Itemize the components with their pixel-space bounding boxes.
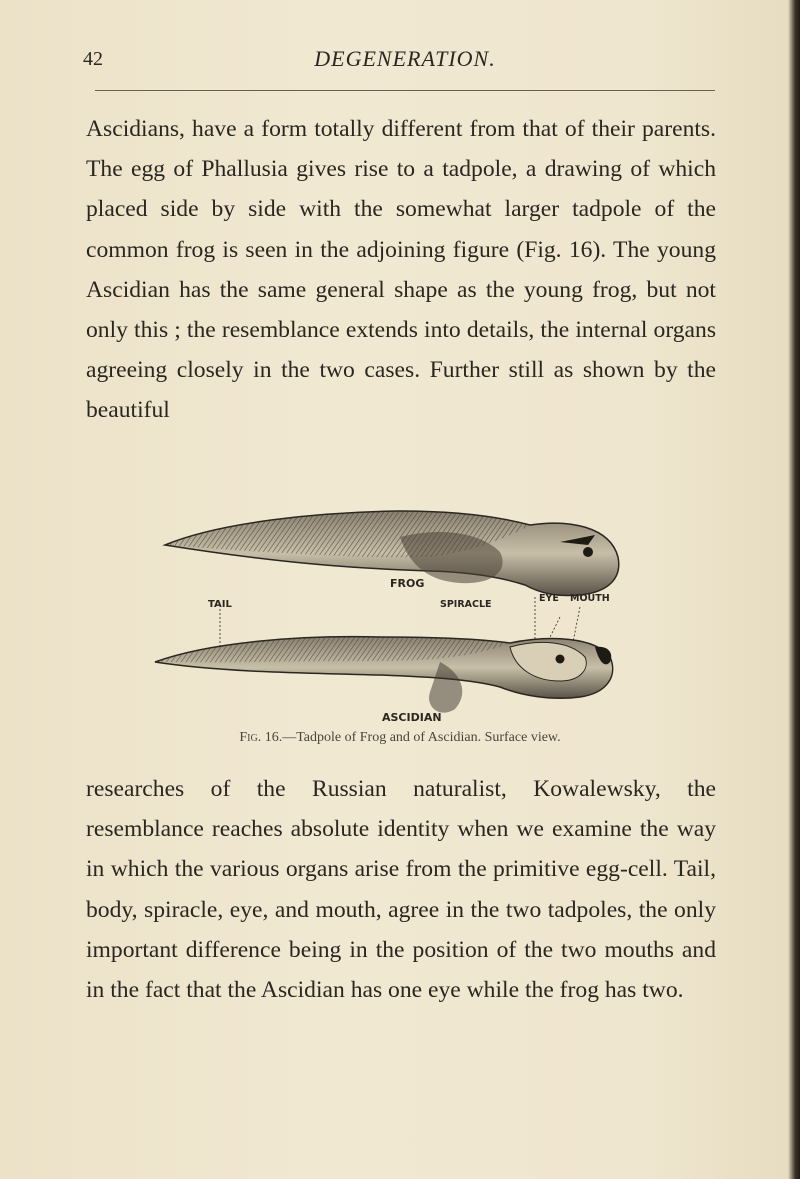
caption-text: —Tadpole of Frog and of Ascidian. Surface view. — [282, 730, 561, 745]
running-title: DEGENERATION. — [314, 46, 496, 71]
ascidian-tadpole — [155, 637, 613, 713]
ascidian-eye-icon — [556, 655, 565, 664]
figure-caption — [0, 730, 800, 746]
label-eye: EYE — [539, 593, 559, 604]
paragraph-1: Ascidians, have a form totally different from that of their parents. The egg of Phallusia gives rise to a tadpole, a drawing of which placed side by side with the somewhat larger tadpole of the common frog is seen in the adjoining figure (Fig. 16). The young Ascidian has the same general shape as the young frog, but not only this ; the resemblance extends into details, the internal organs agreeing closely in the two cases. Further still as shown by the beautiful — [86, 116, 716, 424]
tadpole-illustration — [140, 497, 660, 732]
header-rule — [95, 90, 715, 91]
page-edge-shadow — [788, 0, 800, 1179]
page-number: 42 — [83, 48, 103, 70]
label-spiracle: SPIRACLE — [440, 599, 492, 610]
paragraph-2: researches of the Russian naturalist, Kowalewsky, the resemblance reaches absolute identity when we examine the way in which the various organs arise from the primitive egg-cell. Tail, body, spiracle, eye, and mouth, agree in the two tadpoles, the only important difference being in the position of the two mouths and in the fact that the Ascidian has one eye while the frog has two. — [86, 776, 716, 1004]
label-ascidian: ASCIDIAN — [382, 711, 442, 724]
page-header — [83, 44, 715, 80]
label-frog: FROG — [390, 577, 425, 590]
frog-eye-icon — [583, 547, 593, 557]
label-tail: TAIL — [208, 599, 232, 610]
label-mouth: MOUTH — [570, 593, 610, 604]
caption-prefix: Fig. 16. — [239, 730, 283, 745]
